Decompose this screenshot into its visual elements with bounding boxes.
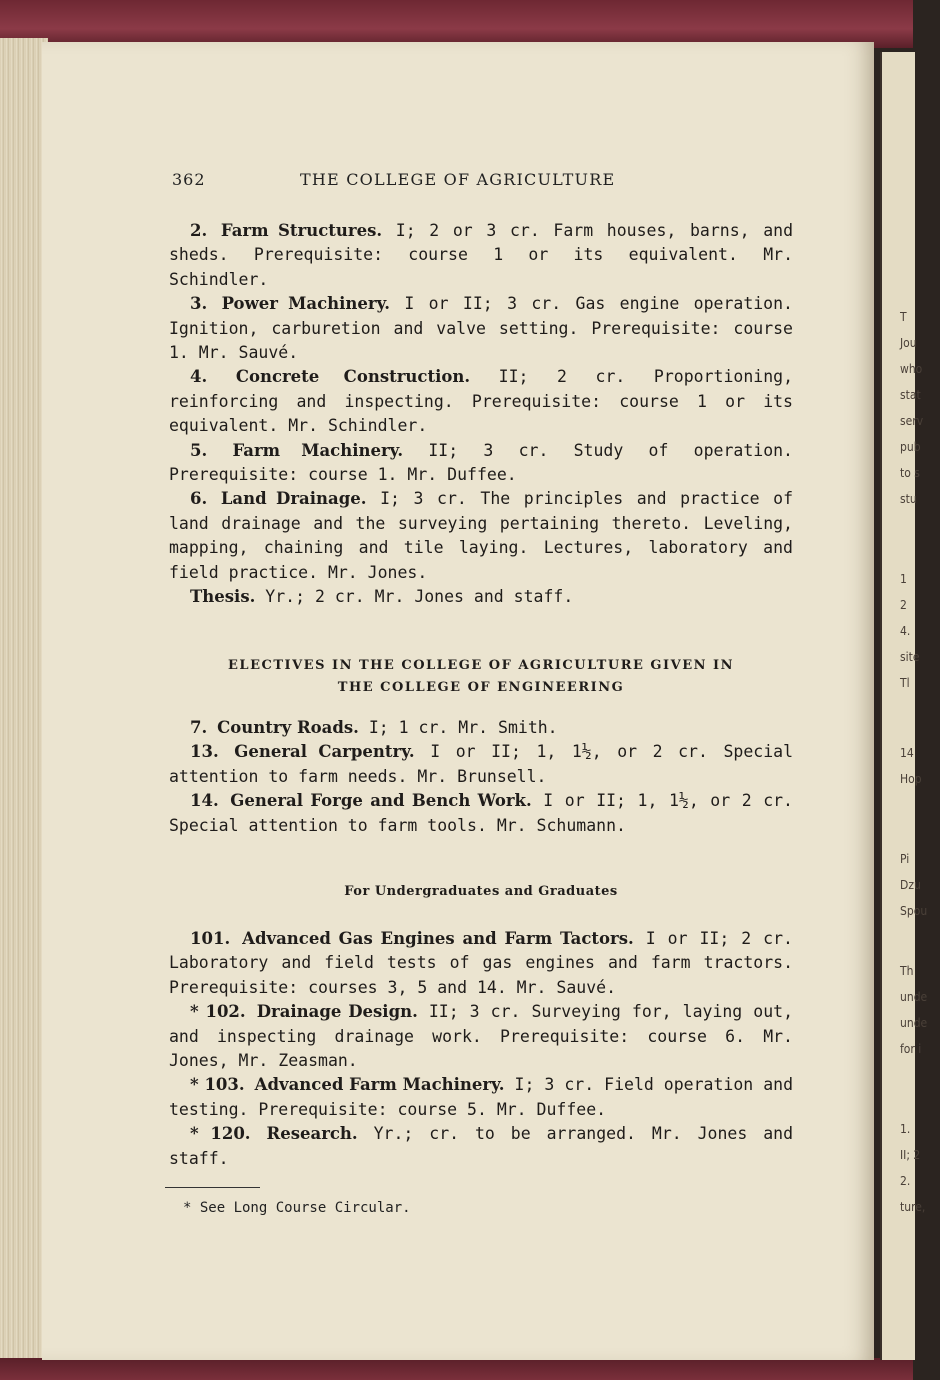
page-edges [0,38,48,1360]
course-entry [169,1073,793,1122]
facing-fragment: Jou [900,336,917,350]
course-description: II; 3 cr. Surveying for, laying out, and inspecting drainage work. Prerequisite: course 6. Mr. Jones, Mr. Zeasman. [169,1002,793,1071]
facing-fragment: Th [900,964,914,978]
course-list-agricultural-engineering [169,219,793,610]
facing-fragment: 2 [900,598,907,612]
course-number: 2. [190,221,208,240]
facing-fragment: ture, [900,1200,926,1214]
course-entry [169,1000,793,1073]
course-title: Country Roads. [217,718,359,737]
course-title: Land Drainage. [220,489,367,509]
facing-fragment: 2. [900,1174,911,1188]
facing-fragment: Tl [900,676,910,690]
book-cover-bottom [0,1358,913,1380]
heading-line: THE COLLEGE OF ENGINEERING [337,680,625,695]
facing-fragment: Spou [900,904,928,918]
book-cover-top [0,0,913,48]
course-title: Power Machinery. [221,294,391,314]
facing-fragment: Pi [900,852,910,866]
facing-fragment: for i [900,1042,922,1056]
course-description: I; 2 or 3 cr. Farm houses, barns, and sheds. Prerequisite: course 1 or its equivalent. Mr. Schindler. [169,221,794,289]
course-entry [169,487,793,585]
facing-fragment: serv [900,414,924,428]
course-title: Concrete Construction. [235,367,471,387]
course-description: I; 3 cr. The principles and practice of land drainage and the surveying pertaining thereto. Leveling, mapping, chaining and tile laying. Lectures, laboratory and field practice. Mr. Jones. [169,489,794,582]
course-entry [169,585,793,609]
facing-fragment: stat [900,388,921,402]
course-number: * 102. [190,1002,246,1022]
facing-fragment: who [900,362,923,376]
course-number: * 120. [190,1124,251,1144]
course-description: Yr.; cr. to be arranged. Mr. Jones and staff. [169,1124,794,1168]
section-heading-electives [169,655,793,699]
course-number: * 103. [190,1075,245,1095]
course-entry [169,439,793,488]
course-entry [169,365,793,438]
course-description: Yr.; 2 cr. Mr. Jones and staff. [255,587,574,607]
course-number: 5. [190,440,208,460]
facing-fragment: pub [900,440,921,454]
facing-fragment: 1 [900,572,907,586]
course-title: Farm Machinery. [232,440,404,460]
course-entry [169,716,793,740]
course-title: General Forge and Bench Work. [230,791,532,811]
course-number: 7. [190,718,208,737]
course-title: Advanced Farm Machinery. [254,1075,505,1095]
course-entry [169,292,793,365]
course-number: 6. [190,489,208,509]
course-description: I; 1 cr. Mr. Smith. [358,718,558,737]
facing-fragment: Dzu [900,878,921,892]
course-number: 3. [190,294,208,314]
facing-fragment: II; 2 [900,1148,921,1162]
facing-fragment: 1. [900,1122,911,1136]
course-entry [169,927,793,1000]
course-description: I or II; 1, 1½, or 2 cr. Special attention to farm needs. Mr. Brunsell. [169,742,793,786]
course-number: 4. [190,367,208,387]
course-entry [169,740,793,789]
facing-fragment: site [900,650,920,664]
course-description: I; 3 cr. Field operation and testing. Prerequisite: course 5. Mr. Duffee. [169,1075,794,1119]
section-heading-graduates: For Undergraduates and Graduates [344,884,618,899]
course-list-engineering-electives [169,716,793,838]
course-number: 13. [190,742,219,762]
course-list-graduate [169,927,793,1171]
facing-fragment: stu [900,492,917,506]
course-number: 14. [190,791,219,811]
course-description: II; 3 cr. Study of operation. Prerequisite: course 1. Mr. Duffee. [169,440,793,485]
course-entry [169,789,793,838]
facing-fragment: to s [900,466,920,480]
course-number: 101. [190,929,231,948]
course-title: Thesis. [190,587,256,607]
facing-page-edge [880,52,928,1360]
facing-fragment: unde [900,990,928,1004]
facing-fragment: T [900,310,907,324]
page-number: 362 [172,170,206,189]
course-entry [169,219,793,292]
footnote: * See Long Course Circular. [183,1200,411,1216]
course-description: I or II; 2 cr. Laboratory and field tests of gas engines and farm tractors. Prerequisite: courses 3, 5 and 14. Mr. Sauvé. [169,929,793,997]
page-header [172,170,672,194]
course-description: I or II; 3 cr. Gas engine operation. Ignition, carburetion and valve setting. Prerequisite: course 1. Mr. Sauvé. [169,294,793,363]
running-title: THE COLLEGE OF AGRICULTURE [300,170,616,189]
course-description: II; 2 cr. Proportioning, reinforcing and inspecting. Prerequisite: course 1 or its equivalent. Mr. Schindler. [169,367,793,436]
course-title: Research. [266,1124,358,1144]
course-description: I or II; 1, 1½, or 2 cr. Special attention to farm tools. Mr. Schumann. [169,791,793,835]
heading-line: ELECTIVES IN THE COLLEGE OF AGRICULTURE GIVEN IN [228,658,734,673]
footnote-rule [165,1187,260,1188]
course-title: Farm Structures. [220,221,383,240]
course-entry [169,1122,793,1171]
course-title: Advanced Gas Engines and Farm Tactors. [242,929,634,948]
facing-fragment: unde [900,1016,928,1030]
facing-fragment: 14 [900,746,914,760]
facing-fragment: Hop [900,772,922,786]
facing-fragment: 4. [900,624,911,638]
course-title: General Carpentry. [234,742,415,762]
course-title: Drainage Design. [256,1002,418,1022]
